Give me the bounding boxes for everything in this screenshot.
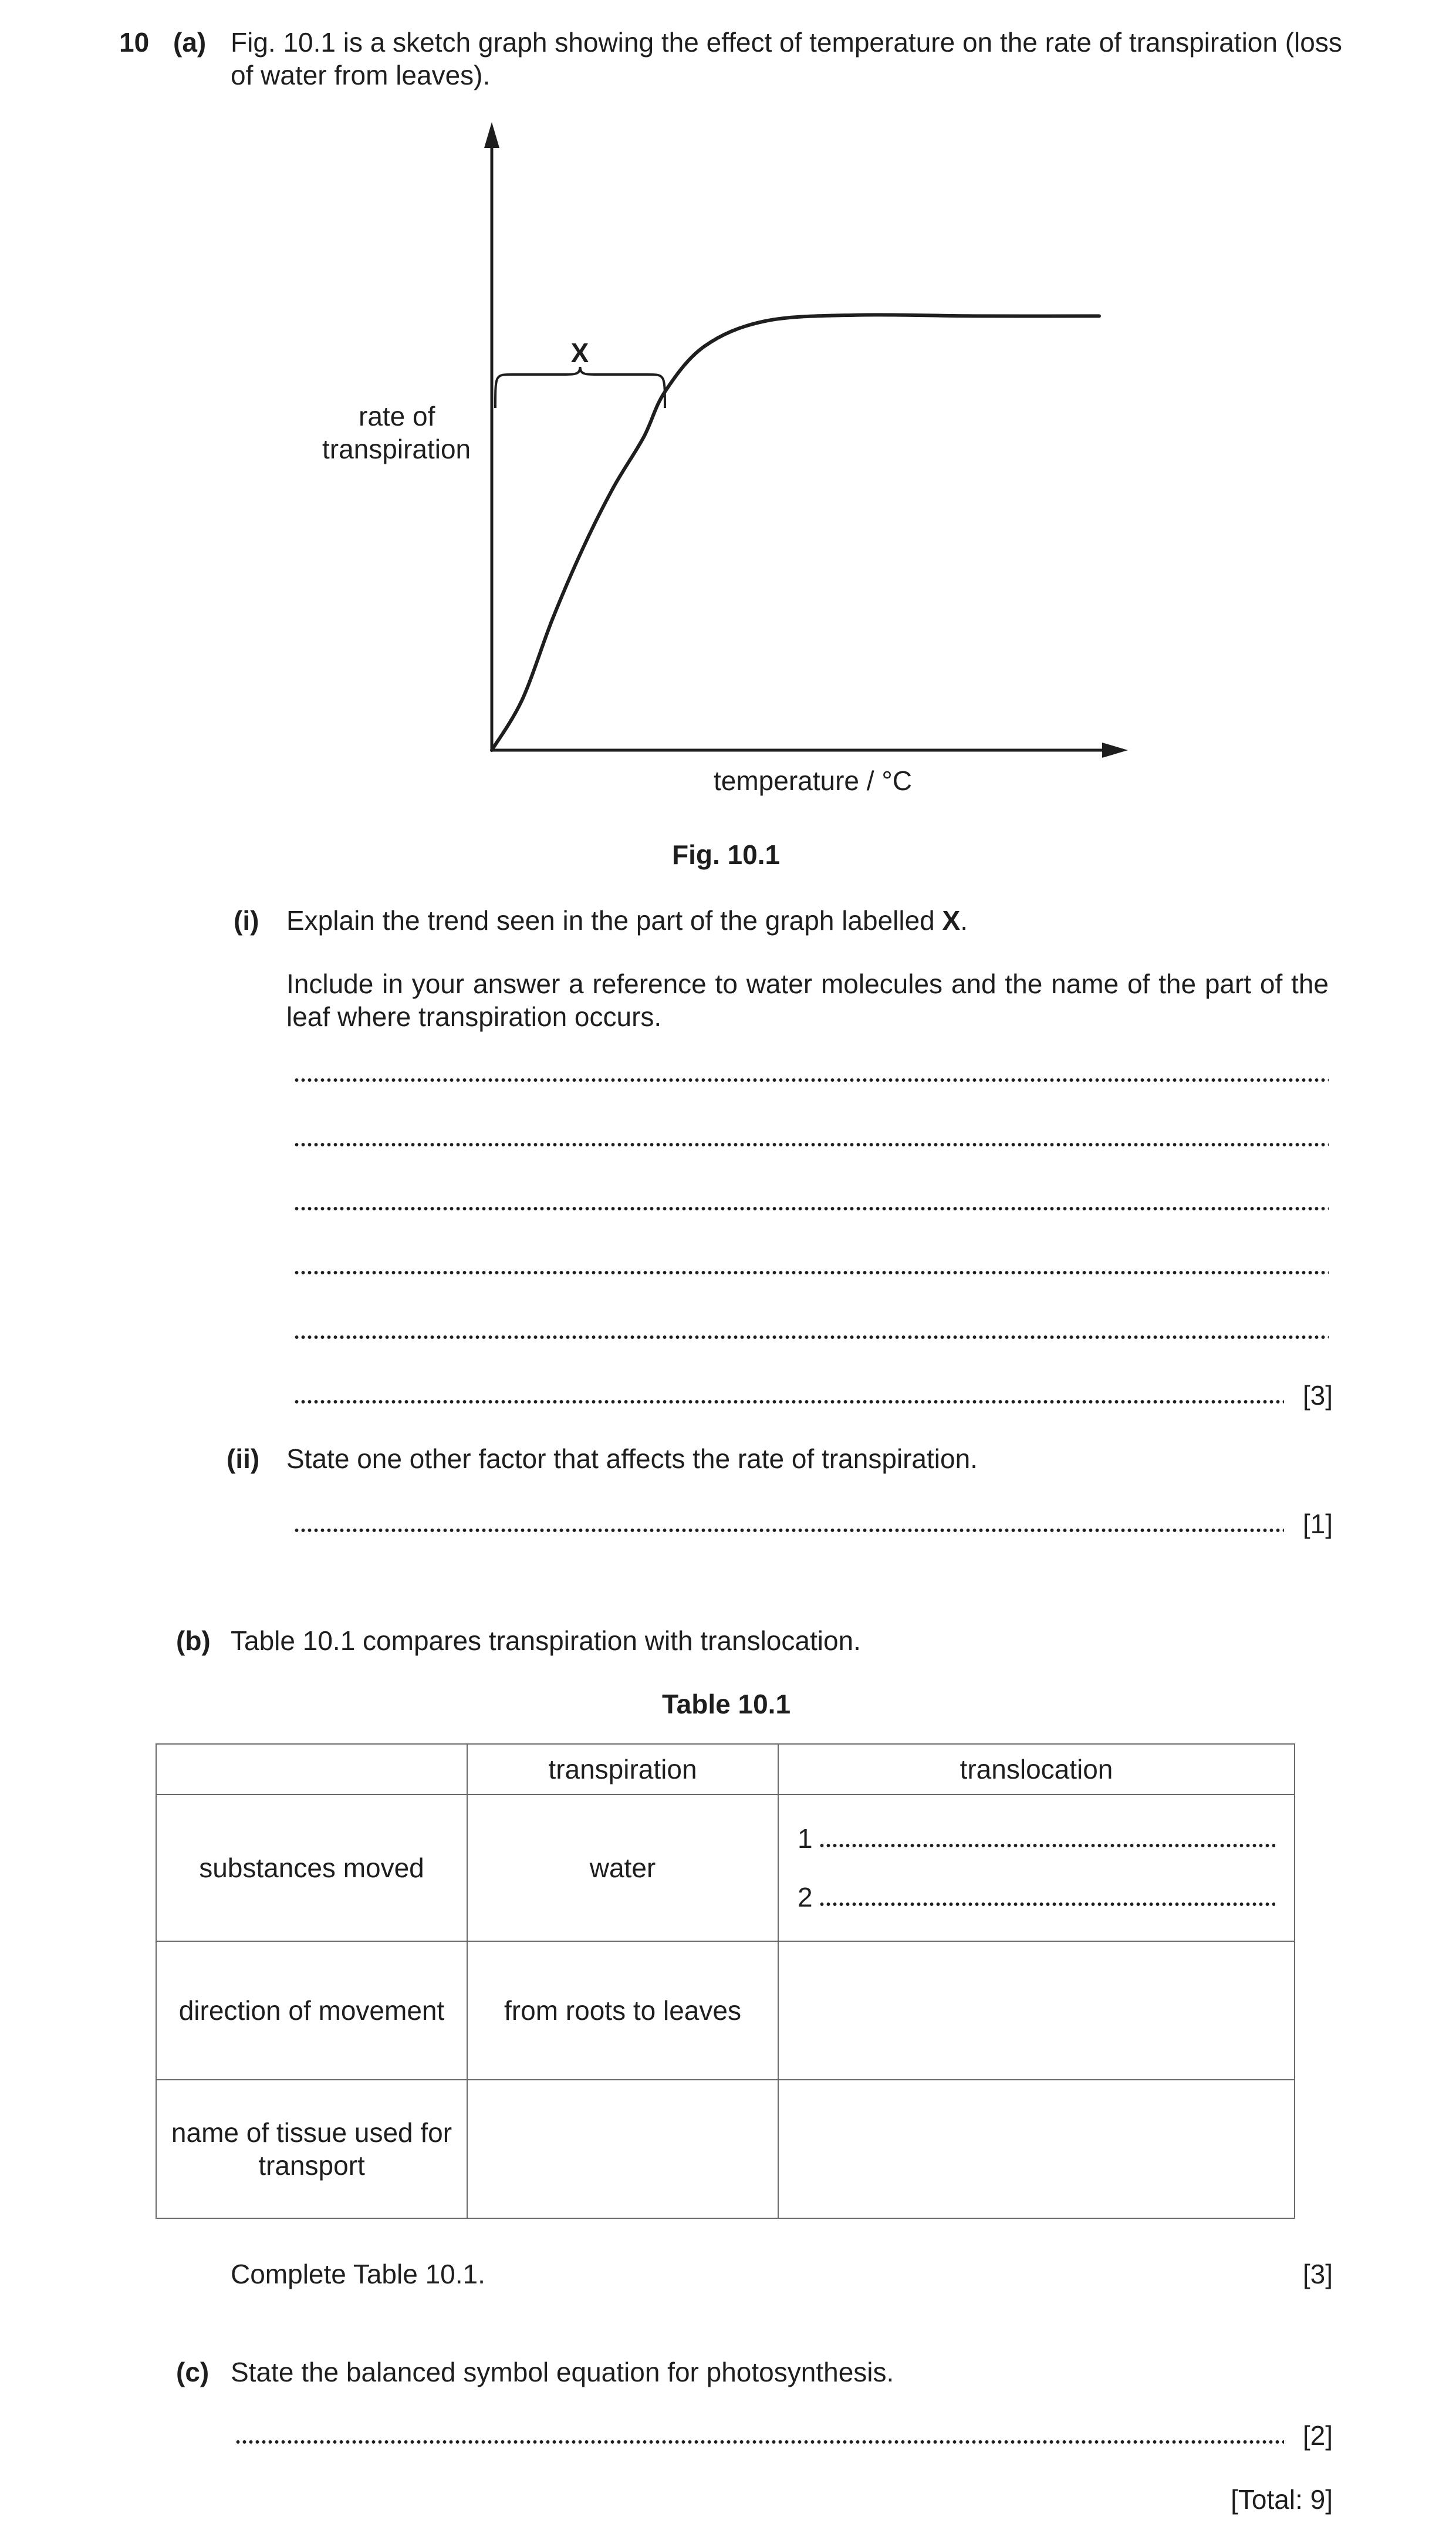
x-axis-label: temperature / °C [714, 765, 912, 796]
answer-line-c[interactable] [235, 2440, 1284, 2444]
table-header-row [156, 1744, 1295, 1794]
transpiration-substances: water [467, 1794, 778, 1941]
table-row [156, 2080, 1295, 2218]
sub-i-label: (i) [234, 905, 259, 936]
line-number-1: 1 [798, 1823, 813, 1854]
answer-line-i-2[interactable] [293, 1142, 1329, 1147]
translocation-line-1[interactable] [798, 1822, 1275, 1855]
y-axis-arrow [484, 122, 499, 148]
line-number-2: 2 [798, 1882, 813, 1912]
table-row [156, 1941, 1295, 2080]
answer-line-i-6[interactable] [293, 1399, 1284, 1404]
sub-ii-label: (ii) [227, 1443, 260, 1474]
answer-line-i-3[interactable] [293, 1206, 1329, 1211]
table-row [156, 1794, 1295, 1941]
transpiration-tissue[interactable] [467, 2080, 778, 2218]
transpiration-curve [492, 315, 1099, 750]
sub-ii-marks: [1] [1302, 1509, 1333, 1539]
part-a-intro-line1: Fig. 10.1 is a sketch graph showing the effect of temperature on the rate of transpiration (loss [231, 27, 1342, 58]
question-number: 10 [119, 27, 150, 58]
row-label-tissue: name of tissue used for transport [156, 2080, 467, 2218]
translocation-tissue[interactable] [778, 2080, 1295, 2218]
part-c-text: State the balanced symbol equation for photosynthesis. [231, 2357, 894, 2387]
total-marks: [Total: 9] [1231, 2484, 1333, 2515]
x-region-brace [495, 367, 665, 408]
part-b-marks: [3] [1302, 2259, 1333, 2289]
translocation-line-2[interactable] [798, 1881, 1275, 1914]
sub-ii-text: State one other factor that affects the rate of transpiration. [286, 1443, 978, 1474]
figure-caption: Fig. 10.1 [672, 839, 781, 870]
table-instruction: Complete Table 10.1. [231, 2259, 485, 2289]
graph-axes [484, 122, 1128, 758]
part-c-label: (c) [176, 2357, 210, 2387]
y-axis-label-line2: transpiration [322, 434, 471, 464]
answer-dots-2[interactable] [819, 1902, 1275, 1907]
part-b-label: (b) [176, 1625, 211, 1656]
y-axis-label-line1: rate of [359, 401, 435, 431]
translocation-direction[interactable] [778, 1941, 1295, 2080]
comparison-table [156, 1743, 1295, 2219]
transpiration-graph [0, 0, 1456, 851]
part-a-label: (a) [173, 27, 207, 58]
header-translocation: translocation [778, 1744, 1295, 1794]
part-c-marks: [2] [1302, 2420, 1333, 2451]
row-label-direction: direction of movement [156, 1941, 467, 2080]
sub-i-text-end: . [960, 905, 968, 936]
translocation-substances-cell [778, 1794, 1295, 1941]
table-title: Table 10.1 [662, 1689, 791, 1719]
header-transpiration: transpiration [467, 1744, 778, 1794]
answer-line-i-4[interactable] [293, 1270, 1329, 1275]
answer-line-i-5[interactable] [293, 1335, 1329, 1340]
part-b-intro: Table 10.1 compares transpiration with translocation. [231, 1625, 861, 1656]
transpiration-direction: from roots to leaves [467, 1941, 778, 2080]
sub-i-question [286, 904, 968, 937]
answer-dots-1[interactable] [819, 1843, 1275, 1848]
sub-i-marks: [3] [1302, 1380, 1333, 1411]
answer-line-ii[interactable] [293, 1528, 1284, 1533]
sub-i-text: Explain the trend seen in the part of the graph labelled [286, 905, 942, 936]
x-axis-arrow [1102, 743, 1128, 758]
answer-line-i-1[interactable] [293, 1078, 1329, 1082]
sub-i-instruction: Include in your answer a reference to water molecules and the name of the part of the leaf where transpiration occurs. [286, 969, 1329, 1032]
x-region-label: X [570, 338, 589, 368]
part-a-intro-line2: of water from leaves). [231, 60, 491, 90]
row-label-substances: substances moved [156, 1794, 467, 1941]
header-empty [156, 1744, 467, 1794]
sub-i-bold-x: X [942, 905, 961, 936]
